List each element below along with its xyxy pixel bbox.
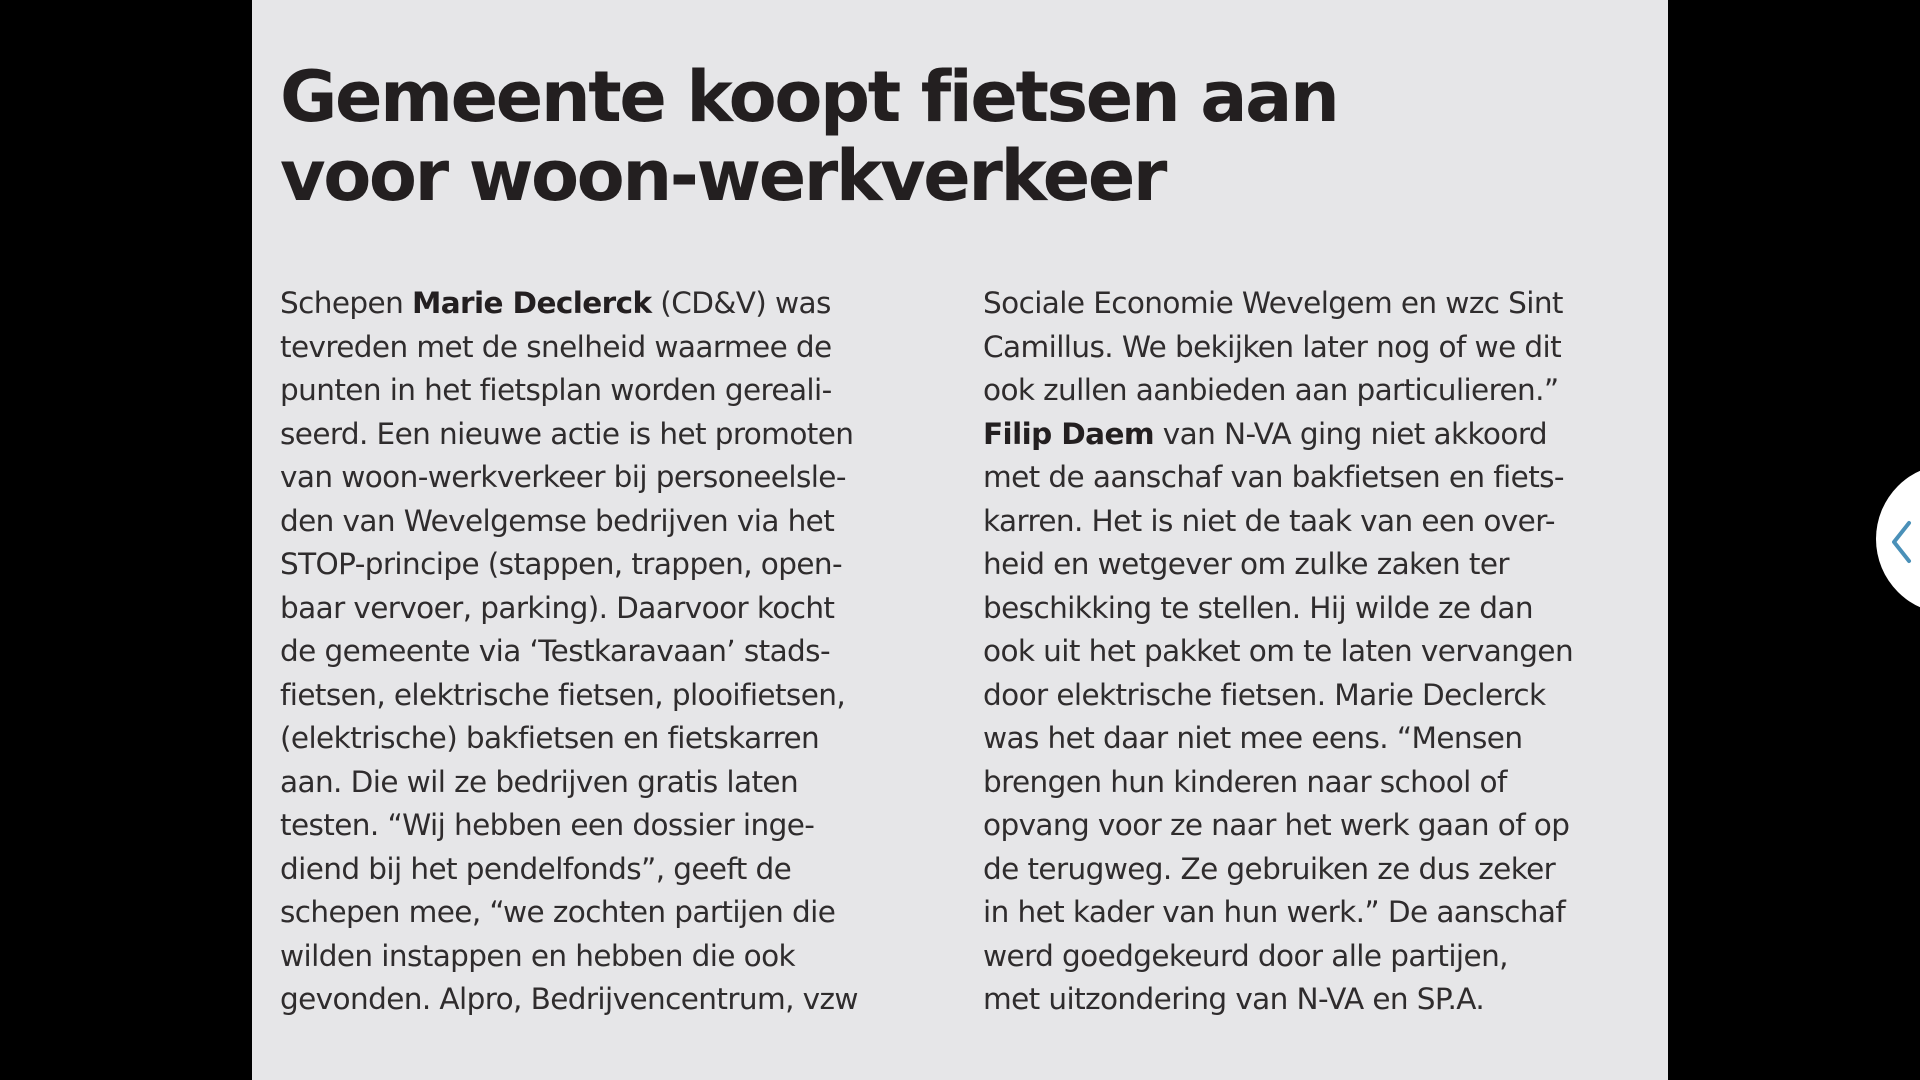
article-headline <box>280 58 1337 216</box>
text-line <box>280 282 930 326</box>
text-line: Camillus. We bekijken later nog of we dit <box>983 329 1562 364</box>
text-line: wilden instappen en hebben die ook <box>280 938 796 973</box>
text-line: testen. “Wij hebben een dossier inge- <box>280 808 815 842</box>
text-line: van woon-werkverkeer bij personeelsle- <box>280 460 846 494</box>
text-line: aan. Die wil ze bedrijven gratis laten <box>280 764 799 799</box>
text-line: met de aanschaf van bakfietsen en fiets- <box>983 460 1564 494</box>
person-name: Marie Declerck <box>411 286 652 320</box>
text-line: door elektrische fietsen. Marie Declerck <box>983 677 1546 712</box>
article-column-left <box>280 282 930 1022</box>
text-line: karren. Het is niet de taak van een over- <box>983 503 1555 538</box>
text-line: ook uit het pakket om te laten vervangen <box>983 634 1574 668</box>
text-line: heid en wetgever om zulke zaken ter <box>983 547 1509 581</box>
text-line: tevreden met de snelheid waarmee de <box>280 329 832 364</box>
text-line <box>983 413 1633 457</box>
text-line: de terugweg. Ze gebruiken ze dus zeker <box>983 851 1556 886</box>
text-line: diend bij het pendelfonds”, geeft de <box>280 851 792 886</box>
text-line: de gemeente via ‘Testkaravaan’ stads- <box>280 634 830 668</box>
text-line: punten in het fietsplan worden gereali- <box>280 373 832 407</box>
text-line: werd goedgekeurd door alle partijen, <box>983 938 1508 973</box>
text-run: (CD&V) was <box>651 286 831 320</box>
article-column-right <box>983 282 1633 1022</box>
side-panel-toggle-button[interactable] <box>1876 464 1920 614</box>
text-line: ook zullen aanbieden aan particulieren.” <box>983 373 1559 407</box>
text-line: was het daar niet mee eens. “Mensen <box>983 721 1523 755</box>
text-line: baar vervoer, parking). Daarvoor kocht <box>280 590 835 625</box>
text-line: (elektrische) bakfietsen en fietskarren <box>280 721 820 755</box>
text-line: fietsen, elektrische fietsen, plooifietsen, <box>280 677 846 712</box>
person-name: Filip Daem <box>983 416 1155 451</box>
text-line: opvang voor ze naar het werk gaan of op <box>983 808 1570 842</box>
chevron-left-icon <box>1889 520 1915 564</box>
text-line: gevonden. Alpro, Bedrijvencentrum, vzw <box>280 982 858 1016</box>
text-line: brengen hun kinderen naar school of <box>983 764 1507 799</box>
newspaper-page <box>252 0 1668 1080</box>
text-line: schepen mee, “we zochten partijen die <box>280 895 836 929</box>
text-line: STOP-principe (stappen, trappen, open- <box>280 547 843 581</box>
headline-line-2: voor woon-werkverkeer <box>280 135 1166 217</box>
text-line: in het kader van hun werk.” De aanschaf <box>983 895 1566 929</box>
text-line: beschikking te stellen. Hij wilde ze dan <box>983 590 1533 625</box>
text-line: Sociale Economie Wevelgem en wzc Sint <box>983 286 1563 320</box>
text-run: van N-VA ging niet akkoord <box>1154 416 1547 451</box>
text-run: Schepen <box>280 286 412 320</box>
text-line: seerd. Een nieuwe actie is het promoten <box>280 416 854 451</box>
text-line: den van Wevelgemse bedrijven via het <box>280 503 835 538</box>
text-line: met uitzondering van N-VA en SP.A. <box>983 982 1485 1016</box>
headline-line-1: Gemeente koopt fietsen aan <box>280 56 1338 138</box>
